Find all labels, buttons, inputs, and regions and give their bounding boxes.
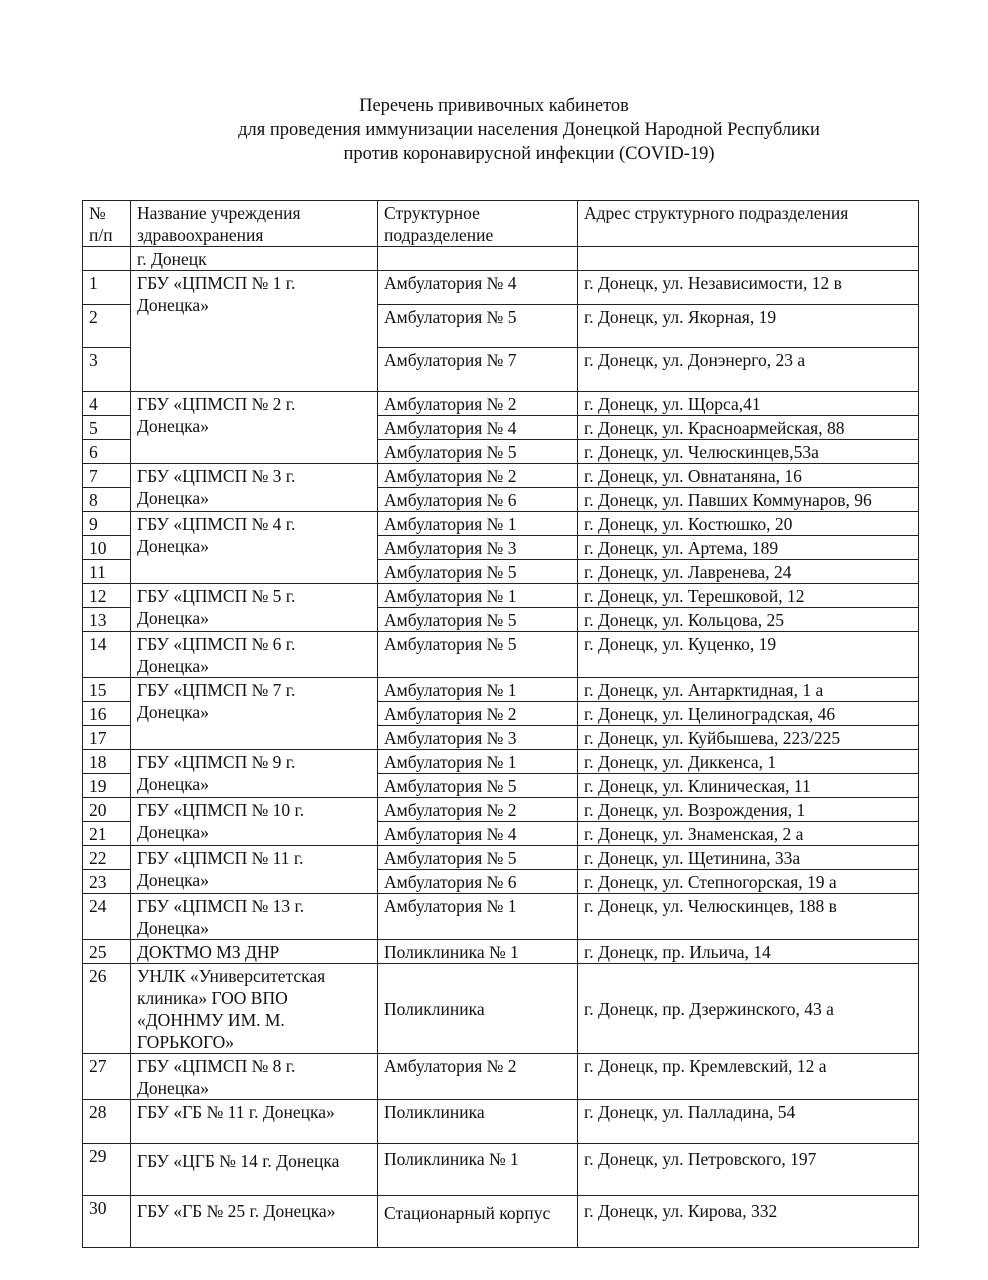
table-row bbox=[83, 271, 919, 305]
row-num: 27 bbox=[83, 1054, 131, 1100]
institution-name: ГБУ «ЦПМСП № 10 г. Донецка» bbox=[131, 798, 378, 846]
institution-name: ГБУ «ЦПМСП № 9 г. Донецка» bbox=[131, 750, 378, 798]
unit-cell: Амбулатория № 1 bbox=[378, 512, 578, 536]
unit-cell: Амбулатория № 4 bbox=[378, 822, 578, 846]
document-title bbox=[0, 94, 988, 166]
institution-name: ГБУ «ЦПМСП № 3 г. Донецка» bbox=[131, 464, 378, 512]
institution-name: ДОКТМО МЗ ДНР bbox=[131, 940, 378, 964]
address-cell: г. Донецк, ул. Щорса,41 bbox=[578, 392, 919, 416]
row-num: 2 bbox=[83, 305, 131, 348]
row-num: 29 bbox=[83, 1144, 131, 1196]
address-cell: г. Донецк, ул. Куценко, 19 bbox=[578, 632, 919, 678]
table-row bbox=[83, 1054, 919, 1100]
row-num: 22 bbox=[83, 846, 131, 870]
unit-cell: Амбулатория № 6 bbox=[378, 488, 578, 512]
institution-name: ГБУ «ЦПМСП № 8 г. Донецка» bbox=[131, 1054, 378, 1100]
unit-cell: Амбулатория № 5 bbox=[378, 608, 578, 632]
unit-cell: Амбулатория № 6 bbox=[378, 870, 578, 894]
unit-cell: Амбулатория № 5 bbox=[378, 440, 578, 464]
unit-cell: Поликлиника bbox=[378, 1100, 578, 1144]
institution-name: ГБУ «ЦПМСП № 2 г. Донецка» bbox=[131, 392, 378, 464]
unit-cell: Поликлиника № 1 bbox=[378, 940, 578, 964]
institution-name: ГБУ «ЦПМСП № 5 г. Донецка» bbox=[131, 584, 378, 632]
row-num: 24 bbox=[83, 894, 131, 940]
unit-cell: Амбулатория № 1 bbox=[378, 584, 578, 608]
unit-cell: Амбулатория № 4 bbox=[378, 416, 578, 440]
address-cell: г. Донецк, ул. Щетинина, 33а bbox=[578, 846, 919, 870]
row-num: 26 bbox=[83, 964, 131, 1054]
table-row bbox=[83, 392, 919, 416]
row-num: 25 bbox=[83, 940, 131, 964]
table-row bbox=[83, 964, 919, 1054]
table-row bbox=[83, 940, 919, 964]
address-cell: г. Донецк, ул. Терешковой, 12 bbox=[578, 584, 919, 608]
header-address: Адрес структурного подразделения bbox=[578, 201, 919, 247]
row-num: 14 bbox=[83, 632, 131, 678]
table-row bbox=[83, 678, 919, 702]
institution-name: ГБУ «ЦПМСП № 6 г. Донецка» bbox=[131, 632, 378, 678]
row-num: 15 bbox=[83, 678, 131, 702]
address-cell: г. Донецк, ул. Донэнерго, 23 а bbox=[578, 348, 919, 392]
address-cell: г. Донецк, ул. Диккенса, 1 bbox=[578, 750, 919, 774]
table-row bbox=[83, 1196, 919, 1248]
address-cell: г. Донецк, ул. Челюскинцев, 188 в bbox=[578, 894, 919, 940]
row-num: 21 bbox=[83, 822, 131, 846]
unit-cell: Стационарный корпус bbox=[378, 1196, 578, 1248]
row-num: 19 bbox=[83, 774, 131, 798]
unit-cell: Амбулатория № 4 bbox=[378, 271, 578, 305]
institution-name: ГБУ «ЦПМСП № 13 г. Донецка» bbox=[131, 894, 378, 940]
address-cell: г. Донецк, пр. Кремлевский, 12 а bbox=[578, 1054, 919, 1100]
address-cell: г. Донецк, ул. Красноармейская, 88 bbox=[578, 416, 919, 440]
header-row bbox=[83, 201, 919, 247]
address-cell: г. Донецк, ул. Кирова, 332 bbox=[578, 1196, 919, 1248]
row-num: 10 bbox=[83, 536, 131, 560]
table-row bbox=[83, 1100, 919, 1144]
unit-cell: Амбулатория № 1 bbox=[378, 678, 578, 702]
institution-name: ГБУ «ЦПМСП № 1 г. Донецка» bbox=[131, 271, 378, 392]
address-cell: г. Донецк, ул. Возрождения, 1 bbox=[578, 798, 919, 822]
row-num: 8 bbox=[83, 488, 131, 512]
vaccination-sites-table bbox=[82, 200, 919, 1248]
row-num: 5 bbox=[83, 416, 131, 440]
row-num: 9 bbox=[83, 512, 131, 536]
table-row bbox=[83, 750, 919, 774]
row-num: 28 bbox=[83, 1100, 131, 1144]
address-cell: г. Донецк, пр. Дзержинского, 43 а bbox=[578, 964, 919, 1054]
address-cell: г. Донецк, ул. Костюшко, 20 bbox=[578, 512, 919, 536]
address-cell: г. Донецк, ул. Знаменская, 2 а bbox=[578, 822, 919, 846]
row-num: 30 bbox=[83, 1196, 131, 1248]
table-row bbox=[83, 584, 919, 608]
city-label: г. Донецк bbox=[131, 247, 378, 271]
address-cell: г. Донецк, ул. Павших Коммунаров, 96 bbox=[578, 488, 919, 512]
row-num: 17 bbox=[83, 726, 131, 750]
row-num: 16 bbox=[83, 702, 131, 726]
unit-cell: Поликлиника № 1 bbox=[378, 1144, 578, 1196]
row-num: 20 bbox=[83, 798, 131, 822]
address-cell: г. Донецк, ул. Лавренева, 24 bbox=[578, 560, 919, 584]
address-cell: г. Донецк, ул. Овнатаняна, 16 bbox=[578, 464, 919, 488]
row-num: 3 bbox=[83, 348, 131, 392]
unit-cell: Поликлиника bbox=[378, 964, 578, 1054]
table-row bbox=[83, 798, 919, 822]
header-num: № п/п bbox=[83, 201, 131, 247]
title-line-3: против коронавирусной инфекции (COVID-19) bbox=[343, 144, 715, 164]
table-row bbox=[83, 632, 919, 678]
unit-cell: Амбулатория № 2 bbox=[378, 798, 578, 822]
institution-name: ГБУ «ЦПМСП № 7 г. Донецка» bbox=[131, 678, 378, 750]
unit-cell: Амбулатория № 5 bbox=[378, 774, 578, 798]
address-cell: г. Донецк, ул. Куйбышева, 223/225 bbox=[578, 726, 919, 750]
unit-cell: Амбулатория № 1 bbox=[378, 894, 578, 940]
table-row bbox=[83, 846, 919, 870]
row-num: 7 bbox=[83, 464, 131, 488]
address-cell: г. Донецк, ул. Клиническая, 11 bbox=[578, 774, 919, 798]
table-row bbox=[83, 1144, 919, 1196]
unit-cell: Амбулатория № 2 bbox=[378, 392, 578, 416]
address-cell: г. Донецк, ул. Кольцова, 25 bbox=[578, 608, 919, 632]
address-cell: г. Донецк, ул. Независимости, 12 в bbox=[578, 271, 919, 305]
row-num: 6 bbox=[83, 440, 131, 464]
address-cell: г. Донецк, ул. Якорная, 19 bbox=[578, 305, 919, 348]
unit-cell: Амбулатория № 2 bbox=[378, 702, 578, 726]
address-cell: г. Донецк, ул. Палладина, 54 bbox=[578, 1100, 919, 1144]
title-line-1: Перечень прививочных кабинетов bbox=[359, 96, 629, 116]
address-cell: г. Донецк, ул. Степногорская, 19 а bbox=[578, 870, 919, 894]
row-num: 11 bbox=[83, 560, 131, 584]
header-name: Название учреждения здравоохранения bbox=[131, 201, 378, 247]
unit-cell: Амбулатория № 5 bbox=[378, 305, 578, 348]
unit-cell: Амбулатория № 2 bbox=[378, 1054, 578, 1100]
address-cell: г. Донецк, ул. Целиноградская, 46 bbox=[578, 702, 919, 726]
city-row bbox=[83, 247, 919, 271]
institution-name: ГБУ «ЦПМСП № 4 г. Донецка» bbox=[131, 512, 378, 584]
institution-name: ГБУ «ГБ № 11 г. Донецка» bbox=[131, 1100, 378, 1144]
row-num: 12 bbox=[83, 584, 131, 608]
table-row bbox=[83, 512, 919, 536]
unit-cell: Амбулатория № 5 bbox=[378, 632, 578, 678]
title-line-2: для проведения иммунизации населения Донецкой Народной Республики bbox=[238, 120, 820, 140]
unit-cell: Амбулатория № 5 bbox=[378, 846, 578, 870]
unit-cell: Амбулатория № 1 bbox=[378, 750, 578, 774]
institution-name: ГБУ «ГБ № 25 г. Донецка» bbox=[131, 1196, 378, 1248]
unit-cell: Амбулатория № 7 bbox=[378, 348, 578, 392]
unit-cell: Амбулатория № 3 bbox=[378, 726, 578, 750]
address-cell: г. Донецк, пр. Ильича, 14 bbox=[578, 940, 919, 964]
address-cell: г. Донецк, ул. Петровского, 197 bbox=[578, 1144, 919, 1196]
table-row bbox=[83, 464, 919, 488]
row-num: 13 bbox=[83, 608, 131, 632]
unit-cell: Амбулатория № 2 bbox=[378, 464, 578, 488]
address-cell: г. Донецк, ул. Артема, 189 bbox=[578, 536, 919, 560]
address-cell: г. Донецк, ул. Антарктидная, 1 а bbox=[578, 678, 919, 702]
unit-cell: Амбулатория № 5 bbox=[378, 560, 578, 584]
institution-name: ГБУ «ЦПМСП № 11 г. Донецка» bbox=[131, 846, 378, 894]
table-row bbox=[83, 894, 919, 940]
institution-name: УНЛК «Университетская клиника» ГОО ВПО «ДОННМУ ИМ. М. ГОРЬКОГО» bbox=[131, 964, 378, 1054]
row-num: 23 bbox=[83, 870, 131, 894]
unit-cell: Амбулатория № 3 bbox=[378, 536, 578, 560]
row-num: 4 bbox=[83, 392, 131, 416]
institution-name: ГБУ «ЦГБ № 14 г. Донецка bbox=[131, 1144, 378, 1196]
row-num: 18 bbox=[83, 750, 131, 774]
row-num: 1 bbox=[83, 271, 131, 305]
header-unit: Структурное подразделение bbox=[378, 201, 578, 247]
address-cell: г. Донецк, ул. Челюскинцев,53а bbox=[578, 440, 919, 464]
